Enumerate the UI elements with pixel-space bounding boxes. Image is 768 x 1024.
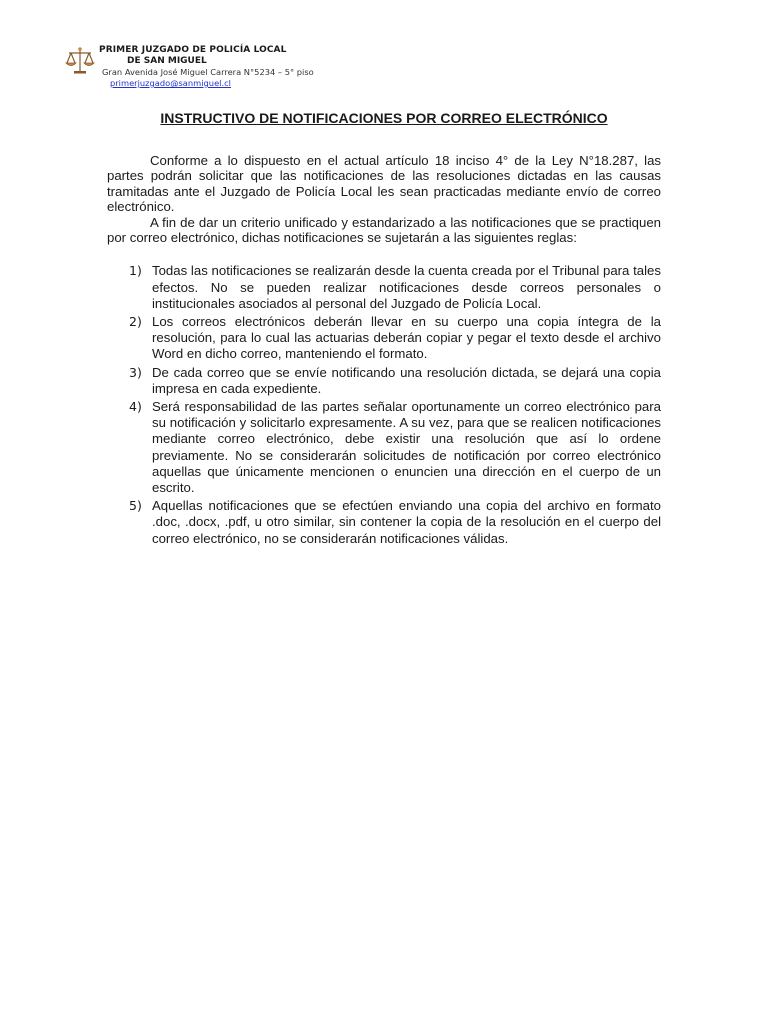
- rule-text: Será responsabilidad de las partes señalar oportunamente un correo electrónico para su notificación y solicitarlo expresamente. A su vez, para que se realicen notificaciones mediante correo electrónico, debe existir una resolución que así lo ordene previamente. No se considerarán solicitudes de notificación por correo electrónico aquellas que únicamente mencionen o enuncien una dirección en el cuerpo de un escrito.: [152, 399, 661, 496]
- scales-of-justice-icon: [64, 46, 96, 76]
- rule-text: Los correos electrónicos deberán llevar en su cuerpo una copia íntegra de la resolución, para lo cual las actuarias deberán copiar y pegar el texto desde el archivo Word en dicho correo, manteniendo el formato.: [152, 314, 661, 362]
- list-item: [107, 314, 661, 363]
- rule-number: 3): [129, 364, 142, 380]
- rule-text: Todas las notificaciones se realizarán desde la cuenta creada por el Tribunal para tales efectos. No se pueden realizar notificaciones desde correos personales o institucionales asociados al personal del Juzgado de Policía Local.: [152, 263, 661, 311]
- court-address: Gran Avenida José Miguel Carrera N°5234 – 5° piso: [102, 67, 314, 77]
- paragraph-intro: Conforme a lo dispuesto en el actual artículo 18 inciso 4° de la Ley N°18.287, las partes podrán solicitar que las notificaciones de las resoluciones dictadas en las causas tramitadas ante el Juzgado de Policía Local les sean practicadas mediante envío de correo electrónico.: [107, 153, 661, 215]
- rule-number: 4): [129, 399, 142, 415]
- paragraph-criteria: A fin de dar un criterio unificado y estandarizado a las notificaciones que se practiquen por correo electrónico, dichas notificaciones se sujetarán a las siguientes reglas:: [107, 214, 661, 246]
- court-name: PRIMER JUZGADO DE POLICÍA LOCAL: [99, 45, 287, 55]
- court-email-link[interactable]: primerjuzgado@sanmiguel.cl: [110, 78, 231, 88]
- letterhead: [64, 44, 384, 92]
- list-item: [107, 263, 661, 312]
- rule-number: 2): [129, 314, 142, 330]
- court-name-line2: DE SAN MIGUEL: [127, 56, 207, 66]
- document-body: [107, 153, 661, 549]
- rule-text: De cada correo que se envíe notificando una resolución dictada, se dejará una copia impresa en cada expediente.: [152, 364, 661, 396]
- rule-text: Aquellas notificaciones que se efectúen enviando una copia del archivo en formato .doc, .docx, .pdf, u otro similar, sin contener la copia de la resolución en el cuerpo del correo electrónico, no se considerarán notificaciones válidas.: [152, 498, 661, 546]
- rules-list: [107, 263, 661, 546]
- rule-number: 5): [129, 498, 142, 514]
- rule-number: 1): [129, 263, 142, 279]
- document-title: INSTRUCTIVO DE NOTIFICACIONES POR CORREO ELECTRÓNICO: [160, 110, 608, 126]
- list-item: [107, 498, 661, 547]
- list-item: [107, 399, 661, 496]
- list-item: [107, 365, 661, 397]
